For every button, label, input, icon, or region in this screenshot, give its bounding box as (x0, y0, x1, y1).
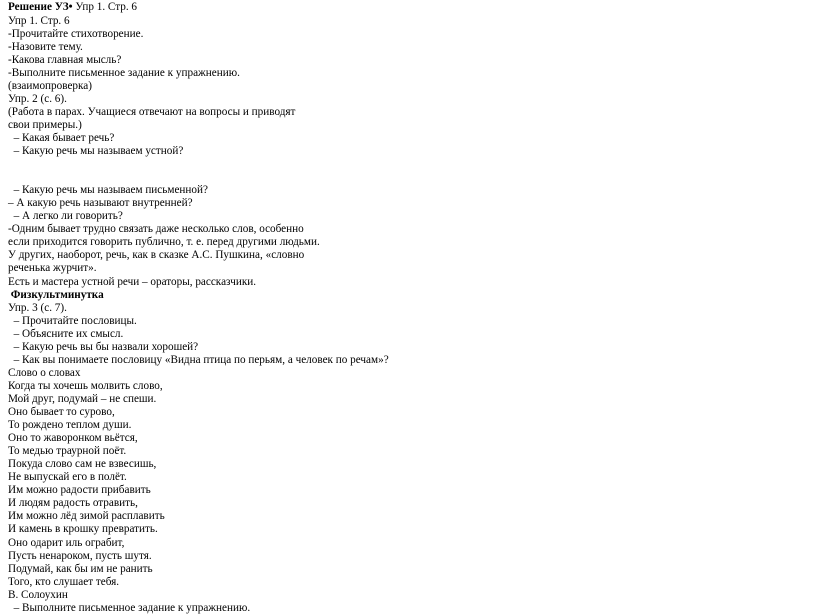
text-line: – Какую речь мы называем устной? (8, 145, 184, 157)
text-line: -Назовите тему. (8, 40, 83, 53)
text-line: – Как вы понимаете пословицу «Видна птица по перьям, а человек по речам»? (8, 353, 389, 366)
text-line: Им можно лёд зимой расплавить (8, 510, 165, 523)
text-line: -Выполните письменное задание к упражнению. (8, 66, 240, 79)
text-line: То медью траурной поёт. (8, 445, 127, 458)
text-line: Им можно радости прибавить (8, 484, 151, 497)
text-line: И камень в крошку превратить. (8, 523, 158, 536)
text-line: Упр. 3 (с. 7). (8, 301, 67, 314)
document-header (8, 1, 137, 14)
header-rest: Упр 1. Стр. 6 (72, 1, 138, 13)
text-line: Слово о словах (8, 366, 81, 379)
text-line: Физкультминутка (8, 288, 104, 301)
text-line: Когда ты хочешь молвить слово, (8, 379, 163, 392)
text-line: – А легко ли говорить? (8, 210, 123, 223)
text-line: И людям радость отравить, (8, 497, 138, 510)
text-line: Есть и мастера устной речи – ораторы, рассказчики. (8, 275, 257, 288)
text-line: Оно одарит иль ограбит, (8, 536, 125, 549)
text-line: – Какую речь мы называем письменной? (8, 184, 208, 197)
text-line: То рождено теплом души. (8, 419, 132, 432)
text-line: – Объясните их смысл. (8, 327, 124, 340)
text-line: Не выпускай его в полёт. (8, 471, 127, 484)
text-line: реченька журчит». (8, 262, 97, 275)
text-line: Подумай, как бы им не ранить (8, 562, 153, 575)
text-line: Покуда слово сам не взвесишь, (8, 458, 157, 471)
text-line: (Работа в парах. Учащиеся отвечают на вопросы и приводят (8, 105, 296, 118)
text-line: В. Солоухин (8, 588, 68, 601)
text-line: – Прочитайте пословицы. (8, 314, 137, 327)
text-line: Оно бывает то сурово, (8, 406, 115, 418)
text-line: Того, кто слушает тебя. (8, 575, 120, 588)
text-line: -Одним бывает трудно связать даже несколько слов, особенно (8, 223, 304, 236)
text-line: -Прочитайте стихотворение. (8, 27, 144, 40)
text-line: Мой друг, подумай – не спеши. (8, 392, 157, 405)
text-line: Упр 1. Стр. 6 (8, 14, 70, 27)
text-line: – А какую речь называют внутренней? (8, 197, 193, 210)
text-line: У других, наоборот, речь, как в сказке А.С. Пушкина, «словно (8, 249, 305, 262)
header-bold: Решение УЗ• (8, 1, 73, 13)
text-line: -Какова главная мысль? (8, 53, 122, 66)
text-line: Оно то жаворонком вьётся, (8, 432, 138, 445)
text-line: Пусть ненароком, пусть шутя. (8, 549, 152, 562)
text-line: Упр. 2 (с. 6). (8, 92, 67, 105)
text-line: если приходится говорить публично, т. е. перед другими людьми. (8, 236, 320, 249)
text-line: – Выполните письменное задание к упражнению. (8, 601, 251, 614)
text-line: – Какую речь вы бы назвали хорошей? (8, 340, 199, 353)
text-line: свои примеры.) (8, 118, 82, 131)
text-line: – Какая бывает речь? (8, 131, 115, 144)
text-line: (взаимопроверка) (8, 79, 92, 92)
